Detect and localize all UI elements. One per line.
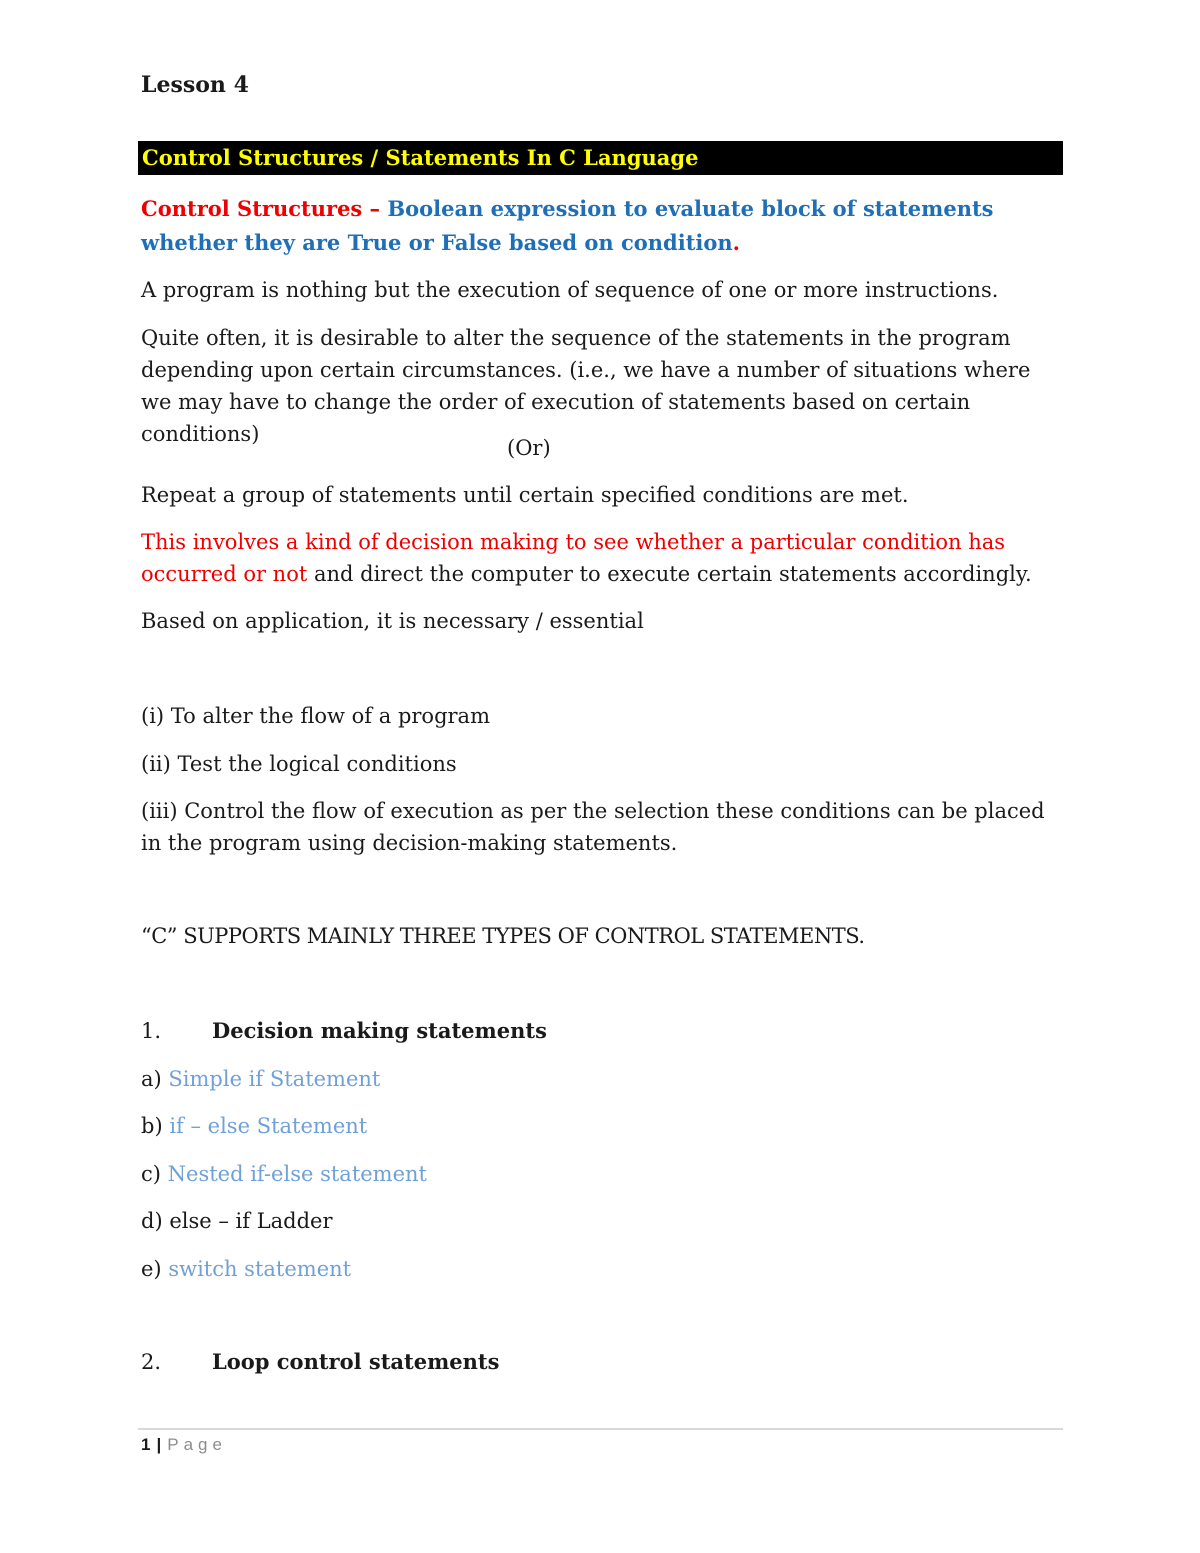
page-footer: [141, 1432, 227, 1458]
list-item: [141, 1158, 427, 1190]
banner-title: Control Structures / Statements In C Language: [142, 145, 699, 170]
list-item: [141, 1253, 351, 1285]
section1-title: Decision making statements: [212, 1018, 547, 1043]
definition-text: Boolean expression to evaluate block of statements whether they are True or False based on condition: [141, 196, 994, 255]
purpose-item: (ii) Test the logical conditions: [141, 752, 457, 776]
footer-divider: [138, 1428, 1063, 1430]
purpose-item: (i) To alter the flow of a program: [141, 704, 490, 728]
page-number: 1: [141, 1435, 151, 1454]
list-item: [141, 1063, 380, 1095]
footer-separator: |: [156, 1435, 162, 1454]
section-banner: [138, 141, 1063, 175]
paragraph-application: Based on application, it is necessary / essential: [141, 609, 644, 633]
definition-term: Control Structures –: [141, 196, 381, 221]
list-prefix: b): [141, 1114, 163, 1138]
page-label: Page: [167, 1435, 227, 1454]
list-link[interactable]: if – else Statement: [169, 1114, 368, 1138]
section2-title: Loop control statements: [212, 1349, 500, 1374]
list-prefix: d): [141, 1209, 163, 1233]
list-item: [141, 1205, 333, 1237]
list-prefix: e): [141, 1257, 162, 1281]
purpose-item: (iii) Control the flow of execution as per the selection these conditions can be placed in the program using decision-making statements.: [141, 799, 1045, 855]
types-heading: “C” SUPPORTS MAINLY THREE TYPES OF CONTROL STATEMENTS.: [141, 924, 865, 948]
decision-highlight: This involves a kind of decision making to see whether a particular condition has occurred or not: [141, 530, 1006, 586]
section2-number: 2.: [141, 1350, 162, 1374]
paragraph-program: A program is nothing but the execution of sequence of one or more instructions.: [141, 278, 999, 302]
paragraph-alter-sequence: Quite often, it is desirable to alter the sequence of the statements in the program depending upon certain circumstances. (i.e., we have a number of situations where we may have to change the order of execution of statements based on certain conditions): [141, 326, 1031, 446]
definition-end: .: [732, 230, 740, 255]
decision-rest: and direct the computer to execute certain statements accordingly.: [307, 562, 1032, 586]
section1-number: 1.: [141, 1019, 162, 1043]
list-prefix: a): [141, 1067, 162, 1091]
definition: [141, 192, 1071, 260]
list-link[interactable]: Simple if Statement: [168, 1067, 381, 1091]
paragraph-decision: [141, 526, 1041, 590]
list-label: else – if Ladder: [169, 1209, 333, 1233]
list-prefix: c): [141, 1162, 161, 1186]
list-link[interactable]: switch statement: [168, 1257, 352, 1281]
or-separator: (Or): [507, 436, 551, 460]
paragraph-repeat: Repeat a group of statements until certain specified conditions are met.: [141, 483, 909, 507]
list-item: [141, 1110, 367, 1142]
lesson-title: Lesson 4: [141, 72, 249, 98]
list-link[interactable]: Nested if-else statement: [167, 1162, 427, 1186]
